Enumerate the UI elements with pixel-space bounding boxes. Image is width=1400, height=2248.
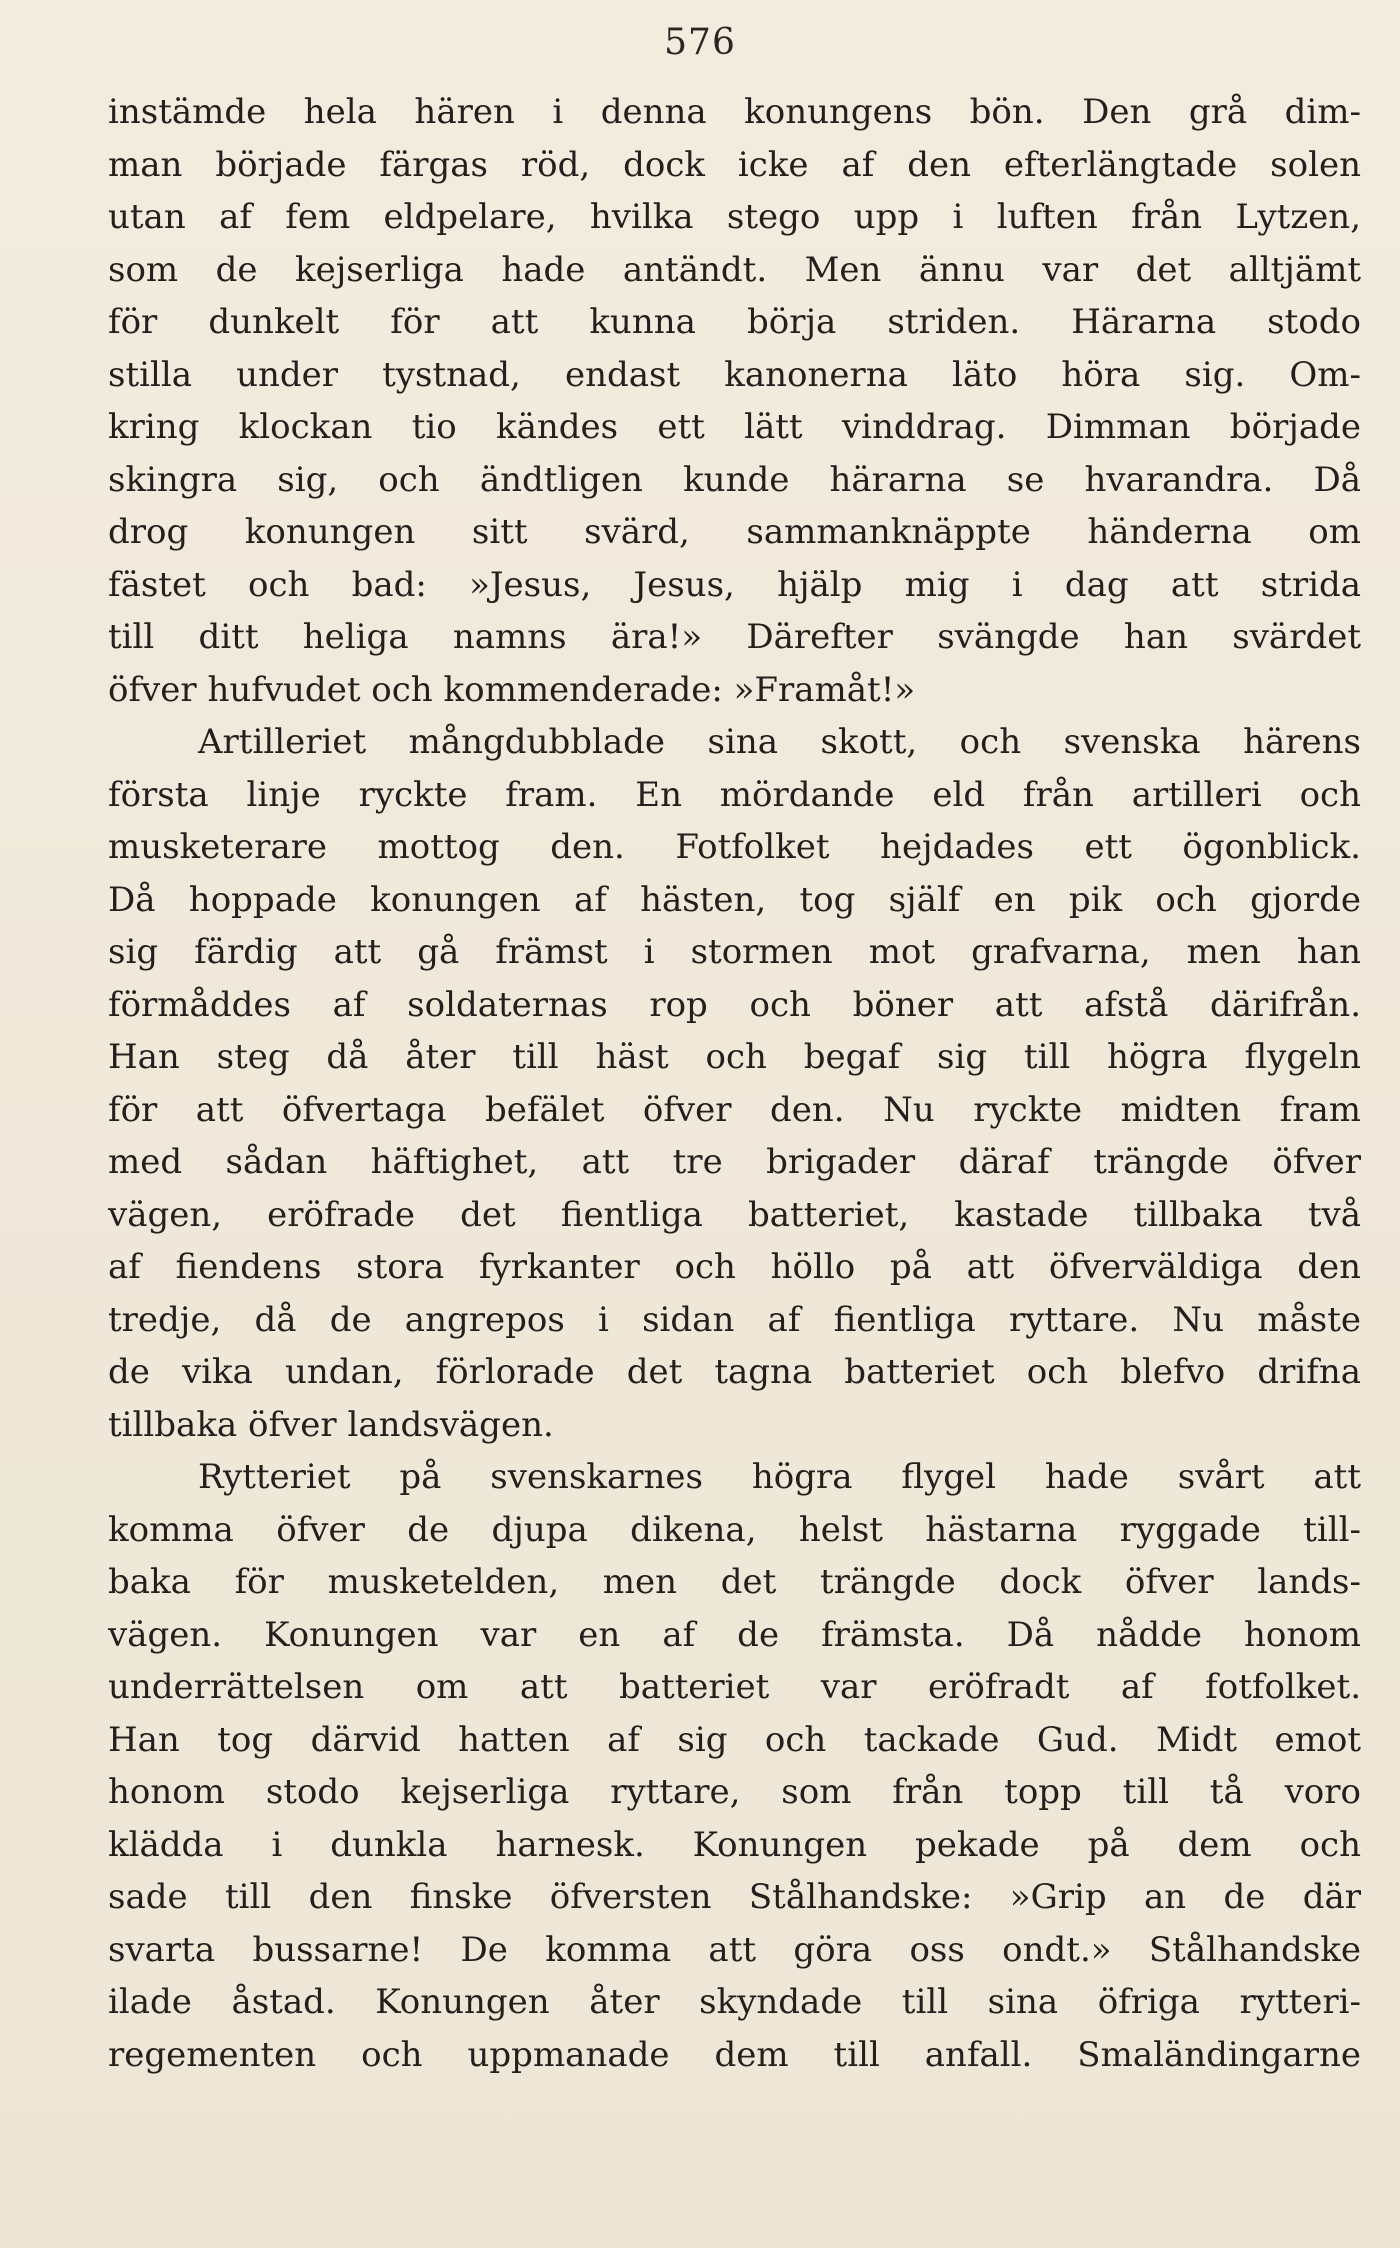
text-line: utan af fem eldpelare, hvilka stego upp i luften från Lytzen,: [108, 197, 1361, 237]
text-line: med sådan häftighet, att tre brigader däraf trängde öfver: [108, 1142, 1361, 1182]
text-line: stilla under tystnad, endast kanonerna läto höra sig. Om-: [108, 354, 1361, 395]
text-line: honom stodo kejserliga ryttare, som från topp till tå voro: [108, 1772, 1361, 1812]
text-line: man började färgas röd, dock icke af den efterlängtade solen: [108, 144, 1361, 185]
text-line: Han steg då åter till häst och begaf sig till högra flygeln: [108, 1037, 1361, 1077]
text-line: tredje, då de angrepos i sidan af fientliga ryttare. Nu måste: [108, 1299, 1361, 1340]
text-line: fästet och bad: »Jesus, Jesus, hjälp mig i dag att strida: [108, 564, 1361, 605]
text-line: Artilleriet mångdubblade sina skott, och svenska härens: [198, 722, 1361, 762]
text-line: instämde hela hären i denna konungens bön. Den grå dim-: [108, 92, 1361, 132]
text-line: tillbaka öfver landsvägen.: [108, 1404, 554, 1445]
page-number: 576: [664, 22, 736, 63]
text-line: vägen. Konungen var en af de främsta. Då nådde honom: [108, 1614, 1361, 1655]
text-line: sig färdig att gå främst i stormen mot grafvarna, men han: [108, 932, 1361, 972]
text-line: regementen och uppmanade dem till anfall. Smaländingarne: [108, 2034, 1361, 2075]
text-line: klädda i dunkla harnesk. Konungen pekade på dem och: [108, 1824, 1361, 1865]
text-line: ilade åstad. Konungen åter skyndade till sina öfriga rytteri-: [108, 1982, 1361, 2022]
text-line: drog konungen sitt svärd, sammanknäppte händerna om: [108, 512, 1361, 552]
text-line: Han tog därvid hatten af sig och tackade Gud. Midt emot: [108, 1719, 1361, 1760]
text-line: de vika undan, förlorade det tagna batteriet och blefvo drifna: [108, 1352, 1361, 1392]
text-line: för dunkelt för att kunna börja striden. Härarna stodo: [108, 302, 1361, 342]
text-line: musketerare mottog den. Fotfolket hejdades ett ögonblick.: [108, 827, 1361, 867]
text-line: Då hoppade konungen af hästen, tog själf en pik och gjorde: [108, 879, 1361, 920]
text-line: af fiendens stora fyrkanter och höllo på att öfverväldiga den: [108, 1247, 1361, 1287]
text-line: komma öfver de djupa dikena, helst hästarna ryggade till-: [108, 1509, 1361, 1550]
text-line: till ditt heliga namns ära!» Därefter svängde han svärdet: [108, 617, 1361, 657]
text-line: första linje ryckte fram. En mördande eld från artilleri och: [108, 774, 1361, 815]
text-line: kring klockan tio kändes ett lätt vinddrag. Dimman började: [108, 407, 1361, 447]
paragraph: [108, 86, 1361, 716]
text-line: vägen, eröfrade det fientliga batteriet, kastade tillbaka två: [108, 1194, 1361, 1235]
text-line: sade till den finske öfversten Stålhandske: »Grip an de där: [108, 1877, 1361, 1917]
text-line: förmåddes af soldaternas rop och böner att afstå därifrån.: [108, 984, 1361, 1025]
text-line: skingra sig, och ändtligen kunde härarna se hvarandra. Då: [108, 459, 1361, 500]
text-line: öfver hufvudet och kommenderade: »Framåt!»: [108, 669, 916, 710]
text-line: Rytteriet på svenskarnes högra flygel hade svårt att: [198, 1457, 1361, 1497]
text-line: underrättelsen om att batteriet var eröfradt af fotfolket.: [108, 1667, 1361, 1707]
text-line: för att öfvertaga befälet öfver den. Nu ryckte midten fram: [108, 1089, 1361, 1130]
paragraph: [108, 1451, 1361, 2081]
text-line: baka för musketelden, men det trängde dock öfver lands-: [108, 1562, 1361, 1602]
paragraph: [108, 716, 1361, 1451]
body-text: [108, 86, 1361, 2081]
text-line: som de kejserliga hade antändt. Men ännu var det alltjämt: [108, 249, 1361, 290]
text-line: svarta bussarne! De komma att göra oss ondt.» Stålhandske: [108, 1929, 1361, 1970]
